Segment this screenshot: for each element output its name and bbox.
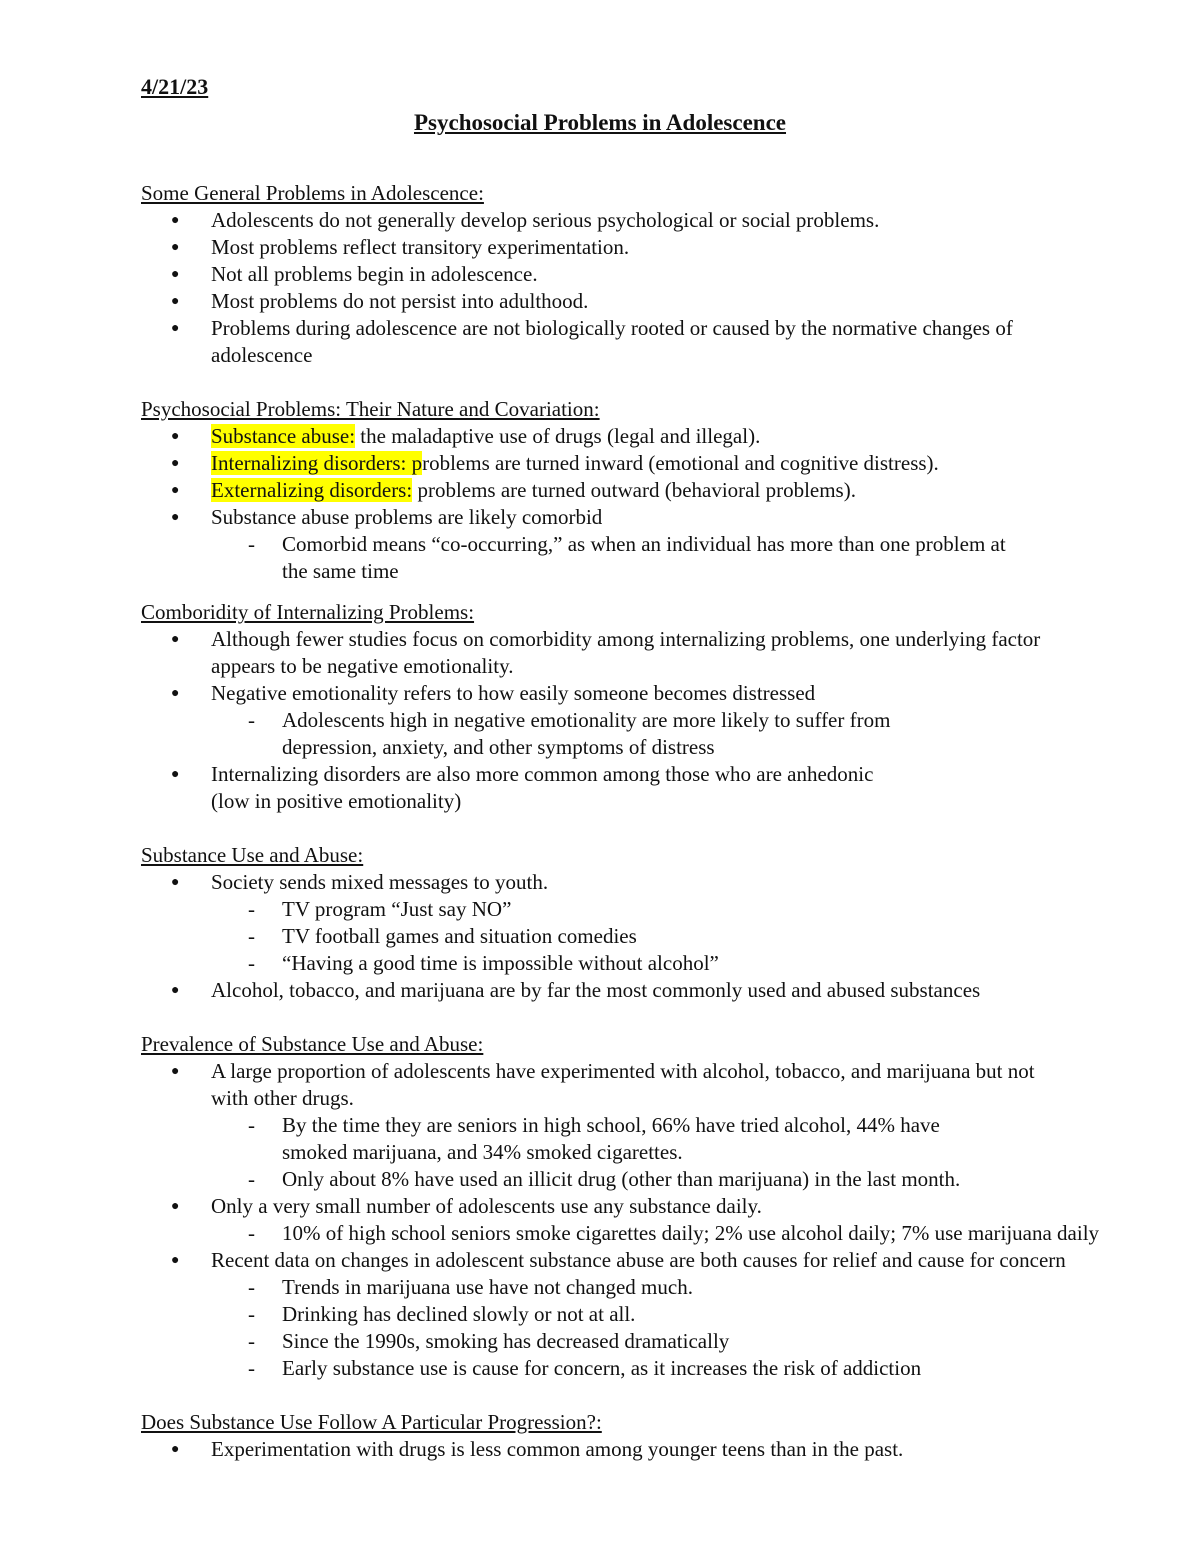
section-substance-use	[141, 842, 1200, 1004]
list-item: ● Adolescents do not generally develop serious psychological or social problems.	[171, 208, 880, 232]
dash-icon: -	[248, 1329, 255, 1353]
bullet-list	[141, 626, 1200, 815]
section-heading: Some General Problems in Adolescence:	[141, 181, 484, 205]
section-prevalence	[141, 1031, 1200, 1382]
dash-icon: -	[248, 951, 255, 975]
dash-icon: -	[248, 532, 255, 556]
list-item: ● Negative emotionality refers to how easily someone becomes distressed	[171, 681, 816, 705]
dash-icon: -	[248, 897, 255, 921]
list-item: ● Most problems reflect transitory experimentation.	[171, 235, 630, 259]
dash-icon: -	[248, 1221, 255, 1245]
list-item: ● Recent data on changes in adolescent substance abuse are both causes for relief and cause for concern	[171, 1248, 1066, 1272]
list-item: ● Society sends mixed messages to youth.	[171, 870, 549, 894]
bullet-icon: ●	[171, 483, 180, 498]
list-item: ● A large proportion of adolescents have experimented with alcohol, tobacco, and marijuana but not with other drugs.	[171, 1059, 1035, 1110]
sub-list-item: - Comorbid means “co-occurring,” as when an individual has more than one problem at the same time	[248, 532, 1006, 583]
bullet-icon: ●	[171, 632, 180, 647]
list-item: ● Although fewer studies focus on comorbidity among internalizing problems, one underlying factor appears to be negative emotionality.	[171, 627, 1041, 678]
bullet-icon: ●	[171, 321, 180, 336]
section-heading: Comboridity of Internalizing Problems:	[141, 600, 475, 624]
section-heading: Prevalence of Substance Use and Abuse:	[141, 1032, 484, 1056]
dash-icon: -	[248, 1167, 255, 1191]
list-item: ● Substance abuse problems are likely comorbid	[171, 505, 603, 529]
notes-body	[141, 180, 1200, 1463]
sub-list-item: - Adolescents high in negative emotionality are more likely to suffer from depression, anxiety, and other symptoms of distress	[248, 708, 891, 759]
list-item: ● Experimentation with drugs is less common among younger teens than in the past.	[171, 1437, 904, 1461]
date: 4/21/23	[141, 74, 209, 99]
section-heading: Substance Use and Abuse:	[141, 843, 364, 867]
highlighted-term: Internalizing disorders: p	[211, 451, 423, 475]
bullet-list	[141, 1058, 1200, 1382]
list-item: ● Only a very small number of adolescents use any substance daily.	[171, 1194, 762, 1218]
list-item: ● Internalizing disorders: problems are turned inward (emotional and cognitive distress).	[171, 451, 939, 475]
list-item: ● Externalizing disorders: problems are turned outward (behavioral problems).	[171, 478, 856, 502]
list-item: ● Most problems do not persist into adulthood.	[171, 289, 589, 313]
bullet-list	[141, 1436, 1200, 1463]
bullet-icon: ●	[171, 1199, 180, 1214]
highlighted-term: Externalizing disorders:	[211, 478, 413, 502]
page-title: Psychosocial Problems in Adolescence	[413, 110, 787, 135]
highlighted-term: Substance abuse:	[211, 424, 356, 448]
sub-list-item: - TV program “Just say NO”	[248, 897, 512, 921]
bullet-icon: ●	[171, 686, 180, 701]
dash-icon: -	[248, 924, 255, 948]
bullet-icon: ●	[171, 213, 180, 228]
bullet-icon: ●	[171, 1442, 180, 1457]
dash-icon: -	[248, 1113, 255, 1137]
section-heading: Psychosocial Problems: Their Nature and Covariation:	[141, 397, 600, 421]
dash-icon: -	[248, 1356, 255, 1380]
bullet-list	[141, 207, 1200, 369]
list-item: ● Not all problems begin in adolescence.	[171, 262, 538, 286]
bullet-icon: ●	[171, 1064, 180, 1079]
list-item: ● Substance abuse: the maladaptive use of drugs (legal and illegal).	[171, 424, 761, 448]
bullet-icon: ●	[171, 240, 180, 255]
sub-list-item: - “Having a good time is impossible without alcohol”	[248, 951, 719, 975]
section-nature-covariation	[141, 396, 1200, 585]
sub-list-item: - Since the 1990s, smoking has decreased dramatically	[248, 1329, 730, 1353]
bullet-icon: ●	[171, 456, 180, 471]
bullet-icon: ●	[171, 510, 180, 525]
bullet-icon: ●	[171, 294, 180, 309]
sub-list-item: - TV football games and situation comedies	[248, 924, 637, 948]
dash-icon: -	[248, 1275, 255, 1299]
bullet-icon: ●	[171, 267, 180, 282]
bullet-icon: ●	[171, 429, 180, 444]
bullet-icon: ●	[171, 767, 180, 782]
sub-list-item: - Drinking has declined slowly or not at all.	[248, 1302, 636, 1326]
sub-list-item: - Trends in marijuana use have not changed much.	[248, 1275, 693, 1299]
list-item: ● Problems during adolescence are not biologically rooted or caused by the normative changes of adolescence	[171, 316, 1013, 367]
bullet-icon: ●	[171, 1253, 180, 1268]
bullet-icon: ●	[171, 875, 180, 890]
dash-icon: -	[248, 1302, 255, 1326]
bullet-list	[141, 423, 1200, 585]
section-general-problems	[141, 180, 1200, 369]
bullet-list	[141, 869, 1200, 1004]
section-heading: Does Substance Use Follow A Particular Progression?:	[141, 1410, 602, 1434]
dash-icon: -	[248, 708, 255, 732]
section-progression	[141, 1409, 1200, 1463]
sub-list-item: - 10% of high school seniors smoke cigarettes daily; 2% use alcohol daily; 7% use marijuana daily	[248, 1221, 1100, 1245]
section-internalizing-comorbidity	[141, 599, 1200, 815]
sub-list-item: - By the time they are seniors in high school, 66% have tried alcohol, 44% have smoked marijuana, and 34% smoked cigarettes.	[248, 1113, 940, 1164]
bullet-icon: ●	[171, 983, 180, 998]
sub-list-item: - Early substance use is cause for concern, as it increases the risk of addiction	[248, 1356, 922, 1380]
list-item: ● Internalizing disorders are also more common among those who are anhedonic (low in positive emotionality)	[171, 762, 874, 813]
list-item: ● Alcohol, tobacco, and marijuana are by far the most commonly used and abused substances	[171, 978, 981, 1002]
sub-list-item: - Only about 8% have used an illicit drug (other than marijuana) in the last month.	[248, 1167, 961, 1191]
